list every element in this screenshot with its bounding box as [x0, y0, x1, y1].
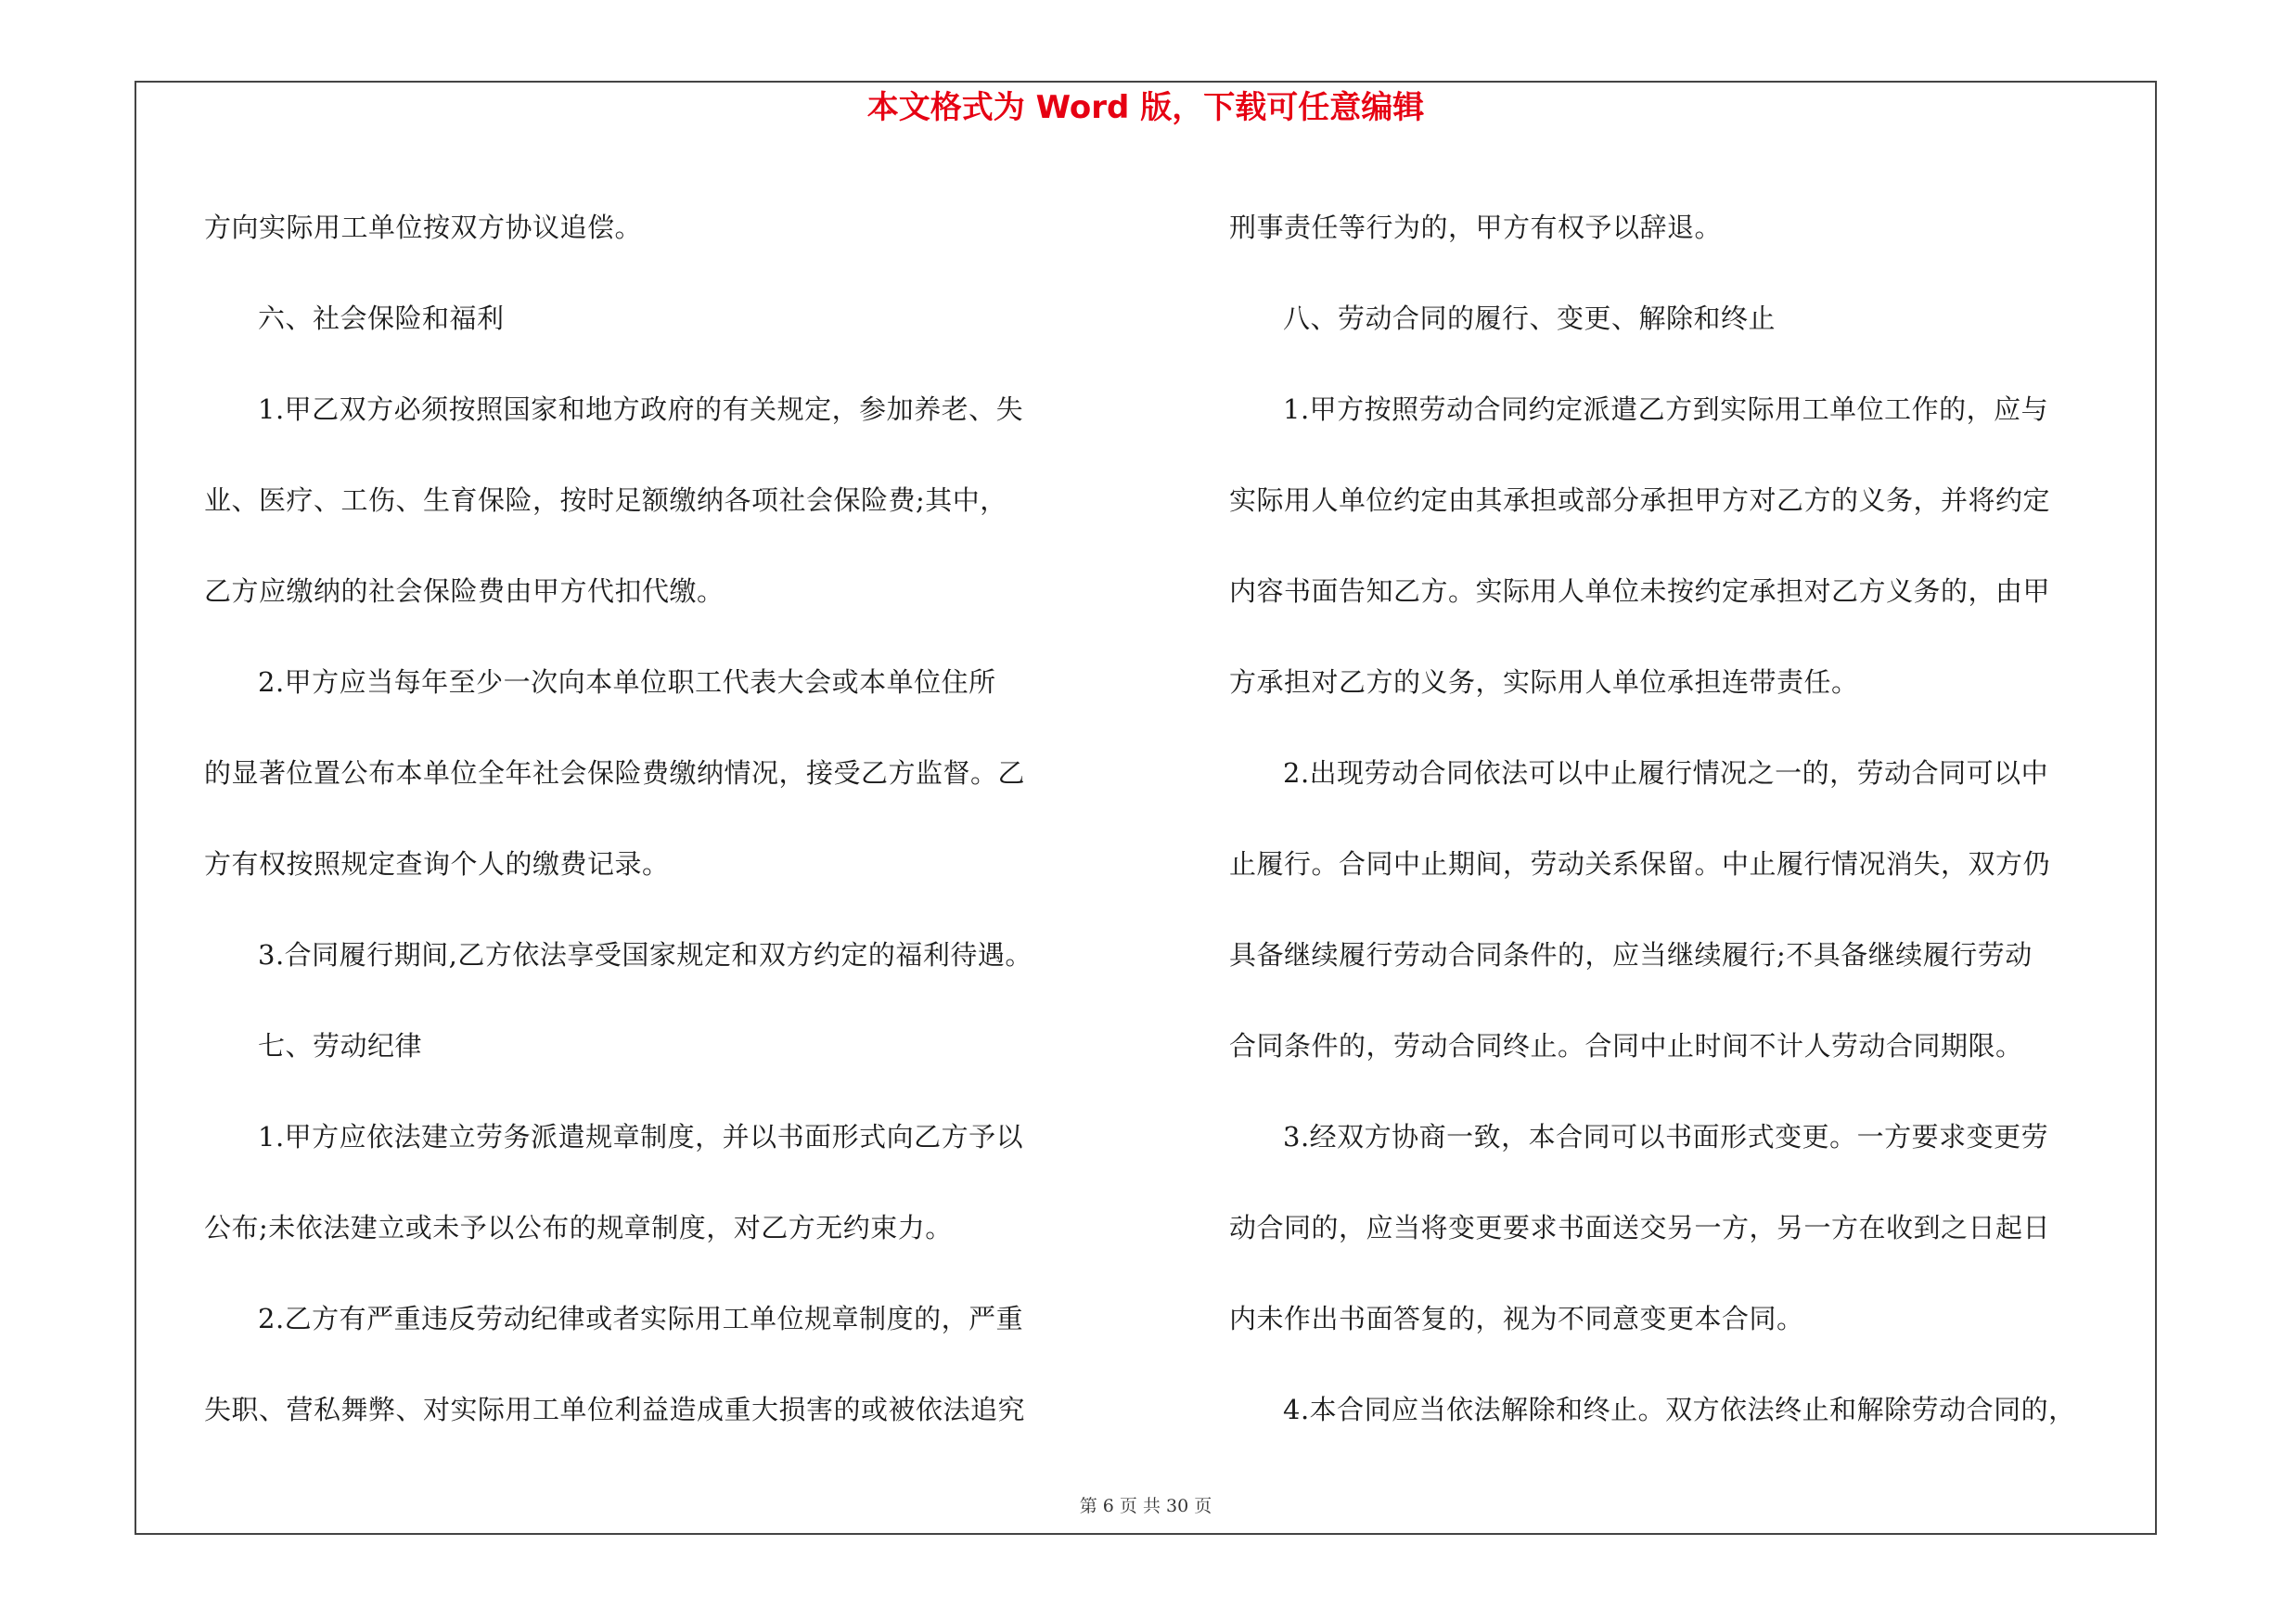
text-line: 业、医疗、工伤、生育保险，按时足额缴纳各项社会保险费;其中， [204, 484, 1007, 516]
page-number-footer: 第 6 页 共 30 页 [1079, 1496, 1212, 1516]
text-line: 刑事责任等行为的，甲方有权予以辞退。 [1229, 212, 1723, 243]
text-line: 2.出现劳动合同依法可以中止履行情况之一的，劳动合同可以中 [1283, 757, 2049, 789]
text-line: 内容书面告知乙方。实际用人单位未按约定承担对乙方义务的，由甲 [1229, 575, 2051, 607]
text-line: 方有权按照规定查询个人的缴费记录。 [204, 848, 670, 880]
text-line: 七、劳动纪律 [258, 1030, 423, 1062]
right-text-column [1229, 182, 2148, 1455]
text-line: 1.甲方按照劳动合同约定派遣乙方到实际用工单位工作的，应与 [1283, 393, 2049, 425]
text-line: 方承担对乙方的义务，实际用人单位承担连带责任。 [1229, 666, 1859, 698]
text-line: 1.甲乙双方必须按照国家和地方政府的有关规定，参加养老、失 [258, 393, 1024, 425]
text-line: 方向实际用工单位按双方协议追偿。 [204, 212, 643, 243]
text-line: 动合同的，应当将变更要求书面送交另一方，另一方在收到之日起日 [1229, 1212, 2051, 1243]
text-line: 止履行。合同中止期间，劳动关系保留。中止履行情况消失，双方仍 [1229, 848, 2051, 880]
text-line: 的显著位置公布本单位全年社会保险费缴纳情况，接受乙方监督。乙 [204, 757, 1026, 789]
word-format-banner: 本文格式为 Word 版，下载可任意编辑 [866, 89, 1425, 126]
left-text-column [204, 182, 1122, 1455]
text-line: 2.甲方应当每年至少一次向本单位职工代表大会或本单位住所 [258, 666, 996, 698]
text-line: 4.本合同应当依法解除和终止。双方依法终止和解除劳动合同的， [1283, 1394, 2076, 1425]
text-line: 具备继续履行劳动合同条件的，应当继续履行;不具备继续履行劳动 [1229, 939, 2033, 971]
text-line: 2.乙方有严重违反劳动纪律或者实际用工单位规章制度的，严重 [258, 1303, 1024, 1334]
text-line: 公布;未依法建立或未予以公布的规章制度，对乙方无约束力。 [204, 1212, 953, 1243]
text-line: 乙方应缴纳的社会保险费由甲方代扣代缴。 [204, 575, 725, 607]
text-line: 六、社会保险和福利 [258, 303, 505, 334]
text-line: 1.甲方应依法建立劳务派遣规章制度，并以书面形式向乙方予以 [258, 1121, 1024, 1153]
text-line: 实际用人单位约定由其承担或部分承担甲方对乙方的义务，并将约定 [1229, 484, 2051, 516]
text-line: 失职、营私舞弊、对实际用工单位利益造成重大损害的或被依法追究 [204, 1394, 1026, 1425]
text-line: 3.合同履行期间,乙方依法享受国家规定和双方约定的福利待遇。 [258, 939, 1033, 971]
text-line: 八、劳动合同的履行、变更、解除和终止 [1283, 303, 1777, 334]
text-line: 内未作出书面答复的，视为不同意变更本合同。 [1229, 1303, 1804, 1334]
text-line: 3.经双方协商一致，本合同可以书面形式变更。一方要求变更劳 [1283, 1121, 2049, 1153]
text-line: 合同条件的，劳动合同终止。合同中止时间不计人劳动合同期限。 [1229, 1030, 2023, 1062]
